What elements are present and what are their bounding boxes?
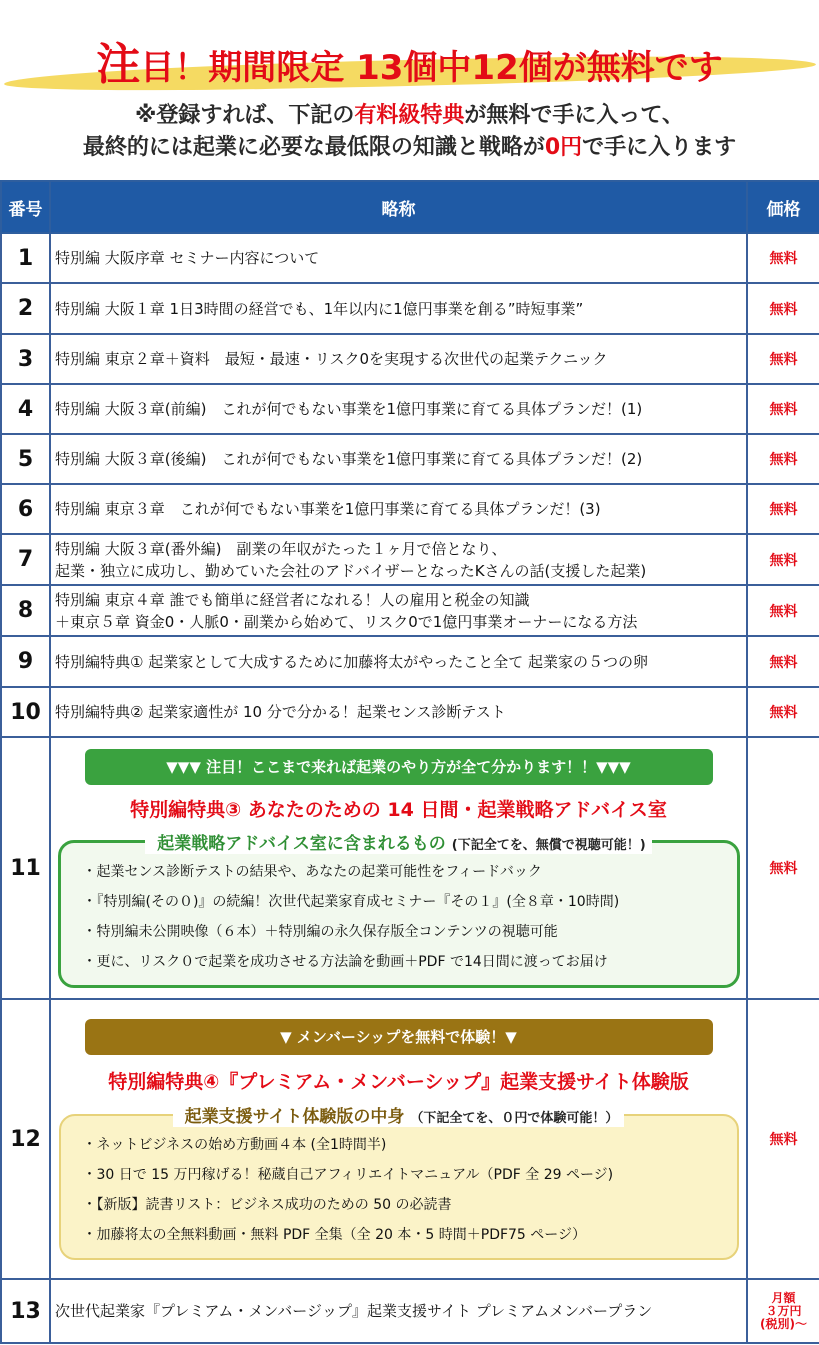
list-item: ・【新版】読書リスト：ビジネス成功のための 50 の必読書 [82,1196,452,1213]
row-abbreviation-line-2: ＋東京５章 資金0・人脈0・副業から始めて、リスク0で1億円事業オーナーになる方法 [55,612,638,631]
headline-first-char: 注 [96,39,141,90]
row-number: 11 [1,737,50,999]
trial-contents-box [59,1106,739,1260]
row-rich-content [50,999,747,1279]
page-headline [0,28,819,92]
row-number: 12 [1,999,50,1279]
row-price: 無料 [747,384,819,434]
row-number: 6 [1,484,50,534]
membership-banner: ▼ メンバーシップを無料で体験！▼ [85,1019,713,1055]
row-price: 無料 [747,434,819,484]
bonus4-title: 特別編特典④『プレミアム・メンバーシップ』起業支援サイト体験版 [108,1070,689,1093]
table-row-special-11 [1,737,819,999]
row-price: 無料 [747,687,819,737]
row-abbreviation: 特別編 大阪３章(前編) これが何でもない事業を1億円事業に育てる具体プランだ！(1) [50,384,747,434]
advice-room-box-label [61,829,737,854]
table-row [1,434,819,484]
sub1-highlight: 有料級特典 [354,103,465,128]
list-item: ・更に、リスク０で起業を成功させる方法論を動画＋PDF で14日間に渡ってお届け [82,953,608,970]
row-abbreviation [50,534,747,585]
headline-rest: 目！期間限定 13個中12個が無料です [140,48,723,88]
row-abbreviation: 特別編 東京２章＋資料 最短・最速・リスク0を実現する次世代の起業テクニック [50,334,747,384]
sub2-text: 最終的には起業に必要な最低限の知識と戦略が [82,135,545,160]
table-row [1,484,819,534]
table-header-row [1,181,819,233]
row-abbreviation: 特別編 大阪序章 セミナー内容について [50,233,747,283]
list-item: ・特別編未公開映像（６本）＋特別編の永久保存版全コンテンツの視聴可能 [82,923,558,940]
row-price: 無料 [747,233,819,283]
table-row [1,334,819,384]
table-row [1,1279,819,1343]
list-item: ・ネットビジネスの始め方動画４本 (全1時間半) [82,1136,387,1153]
row-number: 4 [1,384,50,434]
row-rich-content [50,737,747,999]
list-item: ・『特別編(その０)』の続編！次世代起業家育成セミナー『その１』(全８章・10時間) [82,893,620,910]
row-price: 無料 [747,283,819,334]
list-item: ・起業センス診断テストの結果や、あなたの起業可能性をフィードバック [82,863,542,880]
table-row [1,636,819,687]
row-abbreviation: 特別編 東京３章 これが何でもない事業を1億円事業に育てる具体プランだ！(3) [50,484,747,534]
bonus4-block [52,1019,745,1260]
row-price: 無料 [747,999,819,1279]
table-row [1,283,819,334]
box-label-note: （下記全てを、０円で体験可能！） [410,1110,619,1126]
row-abbreviation-line-1: 特別編 大阪３章(番外編) 副業の年収がたった１ヶ月で倍となり、 [55,539,507,558]
row-price: 無料 [747,334,819,384]
row-number: 10 [1,687,50,737]
table-row-special-12 [1,999,819,1279]
row-abbreviation [50,585,747,636]
bonus3-title: 特別編特典③ あなたのための 14 日間・起業戦略アドバイス室 [130,798,667,821]
row-abbreviation: 特別編 大阪３章(後編) これが何でもない事業を1億円事業に育てる具体プランだ！(2) [50,434,747,484]
column-header-price: 価格 [747,181,819,233]
price-line-3: (税別)〜 [760,1316,807,1331]
column-header-abbreviation: 略称 [50,181,747,233]
list-item: ・加藤将太の全無料動画・無料 PDF 全集（全 20 本・5 時間＋PDF75 ページ） [82,1226,587,1243]
row-price: 無料 [747,484,819,534]
bonus3-block [52,749,745,988]
row-number: 3 [1,334,50,384]
row-number: 8 [1,585,50,636]
row-price: 無料 [747,737,819,999]
advice-room-box [58,833,740,988]
price-line-2: ３万円 [765,1303,802,1318]
row-number: 5 [1,434,50,484]
row-abbreviation-line-1: 特別編 東京４章 誰でも簡単に経営者になれる！人の雇用と税金の知識 [55,590,530,609]
row-number: 2 [1,283,50,334]
box-label-text: 起業戦略アドバイス室に含まれるもの [151,834,452,854]
row-abbreviation: 特別編 大阪１章 1日3時間の経営でも、1年以内に1億円事業を創る”時短事業” [50,283,747,334]
trial-contents-box-label [61,1102,737,1127]
price-line-1: 月額 [771,1290,796,1305]
row-price: 無料 [747,534,819,585]
table-row [1,534,819,585]
row-abbreviation: 次世代起業家『プレミアム・メンバージップ』起業支援サイト プレミアムメンバープラン [50,1279,747,1343]
row-number: 7 [1,534,50,585]
row-number: 9 [1,636,50,687]
table-row [1,233,819,283]
row-abbreviation: 特別編特典② 起業家適性が 10 分で分かる！起業センス診断テスト [50,687,747,737]
bonus-table [0,180,819,1344]
sub2-highlight: 0円 [544,135,583,160]
sub2-text-after: で手に入ります [582,135,737,160]
row-number: 13 [1,1279,50,1343]
row-price-membership [747,1279,819,1343]
row-price: 無料 [747,636,819,687]
subheading-line-2 [0,130,819,161]
sub1-text: ※登録すれば、下記の [135,103,355,128]
attention-banner: ▼▼▼ 注目！ここまで来れば起業のやり方が全て分かります！！▼▼▼ [85,749,713,785]
row-abbreviation: 特別編特典① 起業家として大成するために加藤将太がやったこと全て 起業家の５つの卵 [50,636,747,687]
box-label-note: (下記全てを、無償で視聴可能！) [451,837,646,853]
box-label-text: 起業支援サイト体験版の中身 [179,1107,411,1127]
row-abbreviation-line-2: 起業・独立に成功し、勤めていた会社のアドバイザーとなったKさんの話(支援した起業) [55,561,647,580]
table-row [1,687,819,737]
subheading-line-1 [0,98,819,129]
column-header-number: 番号 [1,181,50,233]
sub1-text-after: が無料で手に入って、 [464,103,684,128]
headline-area [0,20,819,90]
list-item: ・30 日で 15 万円稼げる！秘蔵自己アフィリエイトマニュアル（PDF 全 29 ページ) [82,1166,614,1183]
row-price: 無料 [747,585,819,636]
table-row [1,585,819,636]
table-row [1,384,819,434]
row-number: 1 [1,233,50,283]
